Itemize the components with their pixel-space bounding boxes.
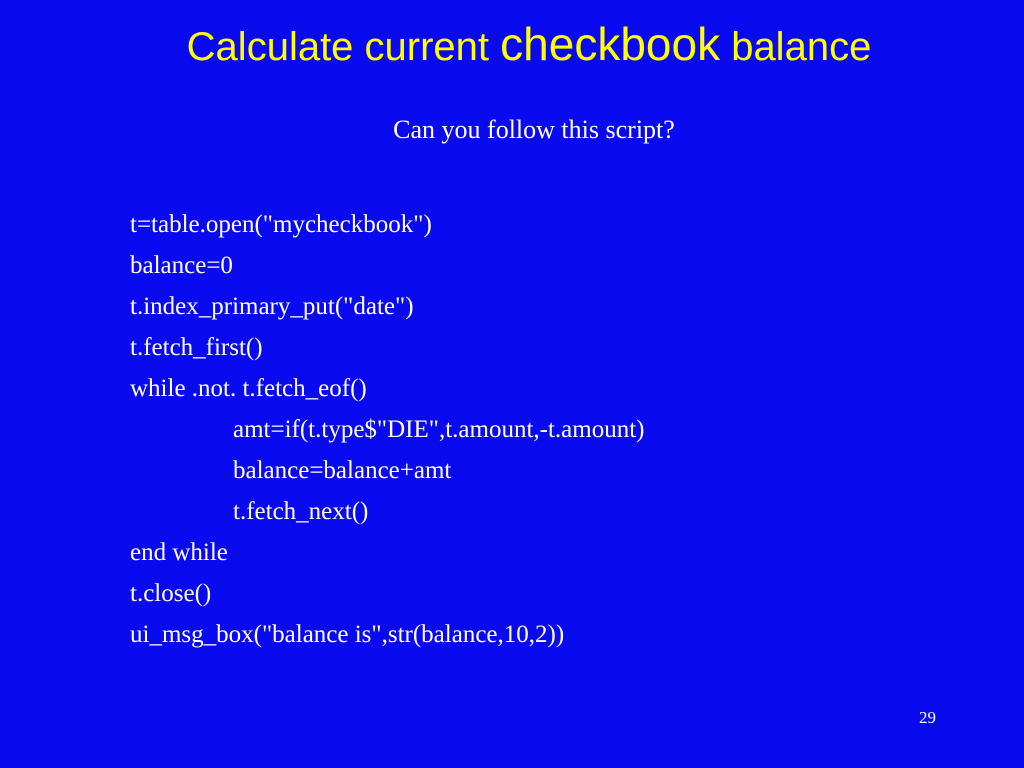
code-line: while .not. t.fetch_eof() (130, 375, 367, 402)
title-part-3: balance (720, 25, 872, 69)
title-part-1: Calculate current (186, 25, 501, 69)
slide-title (0, 14, 1024, 77)
title-part-2: checkbook (500, 18, 721, 70)
code-line-indented: amt=if(t.type$"DIE",t.amount,-t.amount) (233, 416, 645, 443)
code-line: balance=0 (130, 252, 233, 279)
code-line: t.index_primary_put("date") (130, 293, 414, 320)
code-line-indented: t.fetch_next() (233, 498, 369, 525)
page-number: 29 (919, 708, 936, 727)
slide-subtitle: Can you follow this script? (393, 115, 675, 144)
code-line: t.close() (130, 580, 212, 607)
code-line-indented: balance=balance+amt (233, 457, 452, 484)
code-line: end while (130, 539, 228, 566)
code-line: ui_msg_box("balance is",str(balance,10,2)) (130, 621, 565, 648)
code-line: t.fetch_first() (130, 334, 263, 361)
code-line: t=table.open("mycheckbook") (130, 211, 432, 238)
code-block (130, 204, 645, 655)
